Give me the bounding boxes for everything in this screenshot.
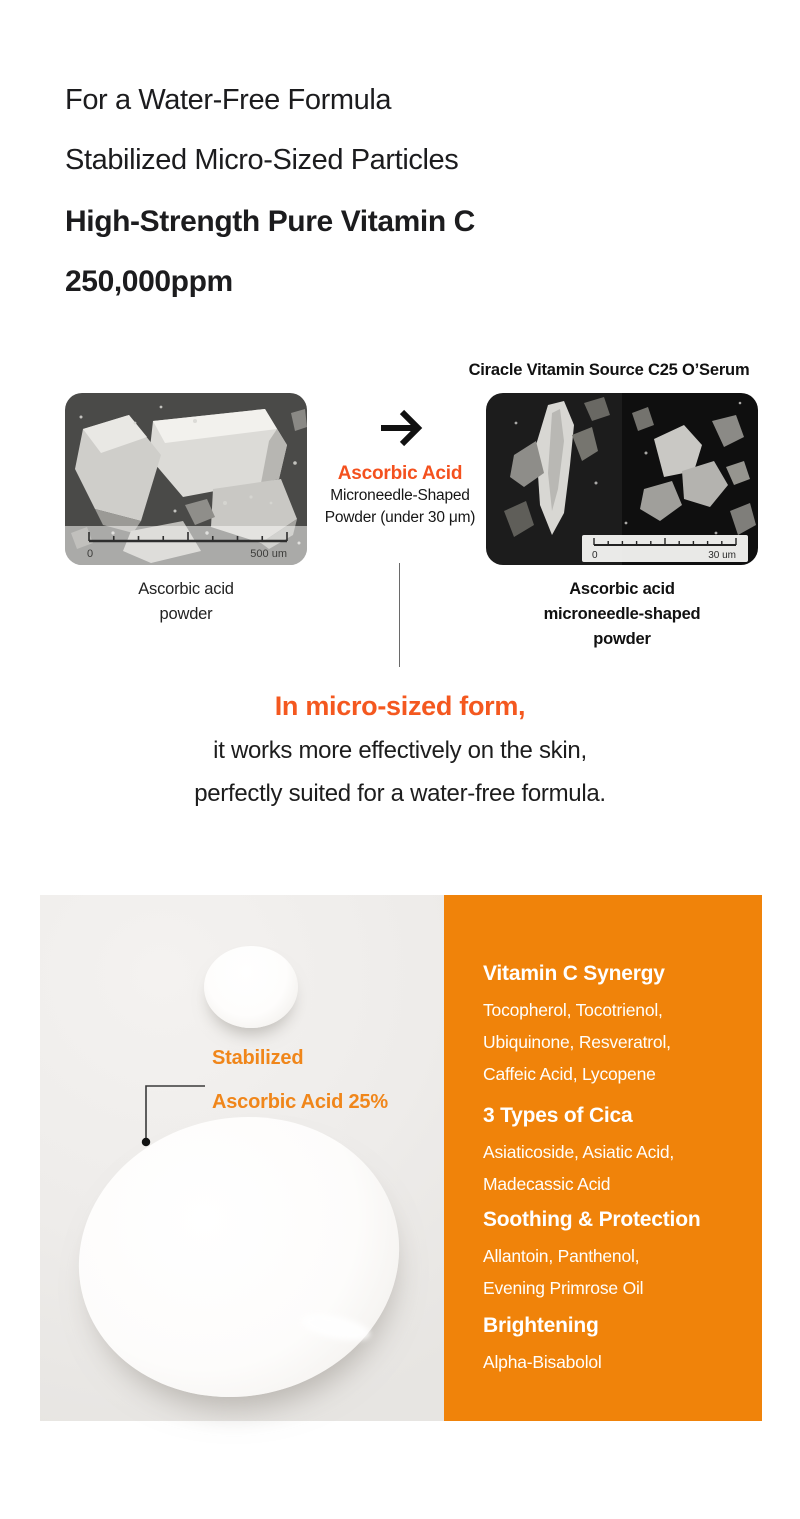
ingredient-line: Asiaticoside, Asiatic Acid, — [483, 1142, 675, 1162]
scale-end-label-right: 30 um — [708, 550, 736, 561]
right-caption-line1: Ascorbic acid — [569, 580, 675, 598]
scale-zero-label: 0 — [87, 548, 94, 560]
sem-ascorbic-powder-graphic — [65, 393, 307, 565]
scale-bar-right — [582, 535, 748, 562]
ingredient-line: Caffeic Acid, Lycopene — [483, 1064, 656, 1084]
header-line-3: High-Strength Pure Vitamin C — [65, 205, 475, 238]
ingredient-section-soothing-protection — [483, 1207, 749, 1304]
product-name-label: Ciracle Vitamin Source C25 O’Serum — [468, 361, 750, 379]
ingredient-line: Allantoin, Panthenol, — [483, 1246, 640, 1266]
middle-annotation — [305, 463, 495, 529]
callout-line — [140, 1079, 220, 1151]
stabilized-label-line1: Stabilized — [212, 1047, 304, 1069]
ingredient-line: Ubiquinone, Resveratrol, — [483, 1032, 671, 1052]
sem-image-microneedle-powder — [486, 393, 758, 565]
scale-end-label: 500 um — [250, 548, 287, 560]
ingredient-section-cica — [483, 1103, 749, 1200]
right-image-caption — [486, 577, 758, 652]
arrow-right-icon — [378, 408, 426, 448]
header-line-4: 250,000ppm — [65, 265, 233, 298]
ingredient-line: Madecassic Acid — [483, 1174, 611, 1194]
header-line-1: For a Water-Free Formula — [65, 84, 392, 116]
ingredient-section-brightening — [483, 1313, 749, 1378]
ingredient-line: Tocopherol, Tocotrienol, — [483, 1000, 663, 1020]
stabilized-ascorbic-label — [212, 1047, 432, 1114]
statement-highlight: In micro-sized form, — [274, 691, 526, 721]
serum-droplet-small — [204, 946, 298, 1028]
ingredient-section-vitamin-c-synergy — [483, 961, 749, 1090]
right-caption-line3: powder — [593, 630, 651, 648]
ascorbic-acid-label: Ascorbic Acid — [337, 463, 463, 484]
sem-microneedle-graphic — [486, 393, 758, 565]
scale-bar-left — [65, 526, 307, 565]
powder-size-label: Powder (under 30 μm) — [324, 509, 476, 526]
serum-droplet-large — [53, 1088, 426, 1427]
left-caption-line1: Ascorbic acid — [138, 580, 234, 598]
right-caption-line2: microneedle-shaped — [543, 605, 701, 623]
header-line-2: Stabilized Micro-Sized Particles — [65, 144, 459, 176]
stabilized-label-line2: Ascorbic Acid 25% — [212, 1091, 388, 1113]
ingredient-section-title: Vitamin C Synergy — [483, 962, 665, 985]
ingredient-panel-content — [483, 961, 749, 1391]
ingredient-line: Alpha-Bisabolol — [483, 1352, 602, 1372]
left-caption-line2: powder — [159, 605, 213, 623]
scale-zero-label-right: 0 — [592, 550, 598, 561]
ingredient-section-title: Soothing & Protection — [483, 1208, 701, 1231]
ingredient-line: Evening Primrose Oil — [483, 1278, 644, 1298]
vertical-connector-line — [399, 563, 400, 667]
texture-panel — [40, 895, 444, 1421]
sem-image-ascorbic-powder — [65, 393, 307, 565]
ingredient-section-title: Brightening — [483, 1314, 599, 1337]
statement-line3: perfectly suited for a water-free formula. — [194, 780, 606, 807]
left-image-caption — [65, 577, 307, 627]
microneedle-shaped-label: Microneedle-Shaped — [330, 487, 470, 504]
ingredient-section-title: 3 Types of Cica — [483, 1104, 633, 1127]
statement-line2: it works more effectively on the skin, — [213, 737, 587, 764]
